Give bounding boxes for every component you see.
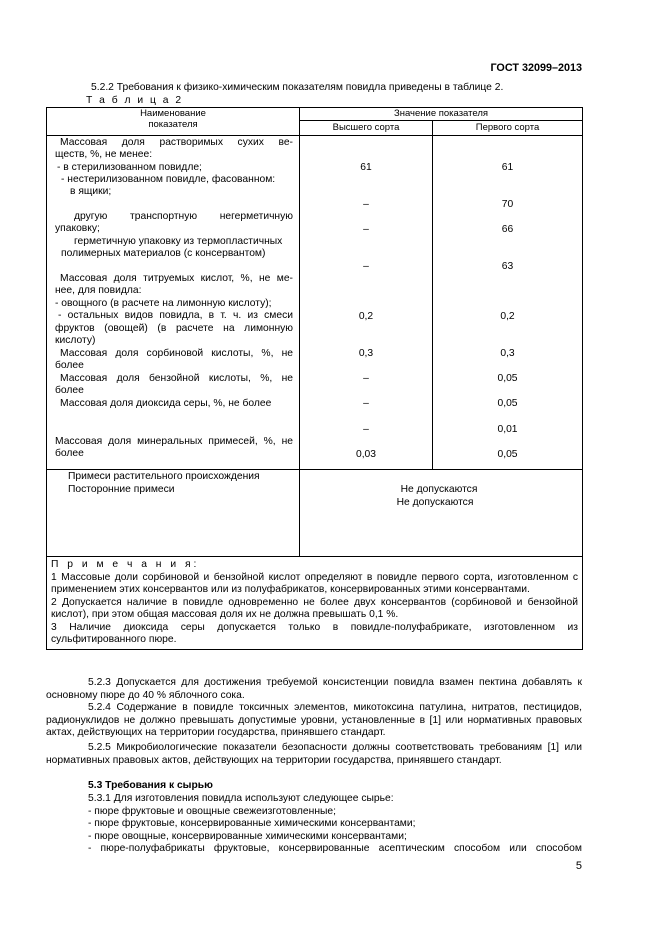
name-line: кислоту): [55, 335, 96, 346]
grade1-value: 0,2: [358, 311, 374, 322]
paragraph-5-2-3: [46, 677, 582, 702]
grade1-value: –: [363, 199, 369, 210]
name-line: более: [55, 385, 84, 396]
name-line: Массовая доля диоксида серы, %, не более: [60, 398, 272, 409]
name-line: Массовая доля титруемых кислот, %, не ме-: [60, 273, 293, 284]
raw-material-item: - пюре-полуфабрикаты фруктовые, консервированные асептическим способом или способом: [88, 843, 582, 854]
grade2-values-cell: [433, 136, 583, 470]
col-header-name-line: показателя: [148, 119, 198, 130]
name-line: - овощного (в расчете на лимонную кислоту);: [55, 298, 272, 309]
raw-material-item: - пюре овощные, консервированные химическими консервантами;: [88, 831, 407, 842]
grade2-value: 0,01: [497, 424, 518, 435]
page-number: 5: [575, 860, 582, 872]
name-line: герметичную упаковку из термопластичных: [74, 236, 283, 247]
raw-material-item: - пюре фруктовые, консервированные химическими консервантами;: [88, 818, 416, 829]
grade2-value: 70: [501, 199, 514, 210]
name-line: другую транспортную негерметичную: [74, 211, 293, 222]
name-line: - остальных видов повидла, в т. ч. из смеси: [58, 310, 293, 321]
grade2-value: 0,05: [497, 449, 518, 460]
grade1-value: –: [363, 373, 369, 384]
grade2-header: Первого сорта: [433, 121, 583, 136]
grade1-value: –: [363, 224, 369, 235]
impurity-value: Не допускаются: [396, 496, 474, 508]
grade2-value: 0,3: [500, 348, 515, 359]
grade1-values-cell: [300, 136, 433, 470]
grade2-value: 61: [501, 162, 514, 173]
paragraph-text: 5.2.3 Допускается для достижения требуемой консистенции повидла взамен пектина добавлять к основному пюре до 40 % яблочного сока.: [46, 677, 582, 701]
grade1-value: 0,03: [355, 449, 377, 460]
name-line: Массовая доля сорбиновой кислоты, %, не: [60, 348, 293, 359]
name-line: фруктов (овощей) (в расчете на лимонную: [55, 323, 293, 334]
name-line: полимерных материалов (с консервантом): [61, 248, 266, 259]
col-header-name: [47, 108, 300, 136]
paragraph-5-2-4: [46, 702, 582, 740]
grade1-header: Высшего сорта: [300, 121, 433, 136]
impurity-name: Примеси растительного происхождения: [68, 471, 260, 482]
notes-cell: [47, 557, 583, 650]
name-line: нее, для повидла:: [55, 285, 142, 296]
grade2-value: 66: [501, 224, 514, 235]
impurity-value: Не допускаются: [400, 484, 478, 495]
impurities-values-cell: [300, 470, 583, 557]
grade2-value: 0,05: [497, 373, 518, 384]
name-line: Массовая доля бензойной кислоты, %, не: [60, 373, 293, 384]
grade1-value: –: [363, 424, 369, 435]
grade2-value: 0,05: [497, 398, 518, 409]
name-line: ществ, %, не менее:: [55, 149, 153, 160]
col-header-name-line: Наименование: [140, 108, 206, 119]
standard-header: ГОСТ 32099–2013: [490, 62, 582, 74]
notes-heading: П р и м е ч а н и я:: [51, 559, 200, 570]
value-header: Значение показателя: [300, 108, 583, 121]
name-line: - в стерилизованном повидле;: [57, 162, 202, 173]
section-title: 5.3 Требования к сырью: [88, 780, 213, 791]
grade2-value: 63: [501, 261, 514, 272]
name-line: в ящики;: [70, 186, 112, 197]
name-line: более: [55, 448, 84, 459]
name-line: - нестерилизованном повидле, фасованном:: [61, 174, 276, 185]
name-line: Массовая доля растворимых сухих ве-: [60, 137, 293, 148]
name-line: упаковку;: [55, 223, 100, 234]
requirements-table: [46, 107, 583, 650]
impurity-name: Посторонние примеси: [68, 483, 175, 495]
section-lead: 5.3.1 Для изготовления повидла используют следующее сырье:: [88, 793, 394, 804]
raw-material-item: - пюре фруктовые и овощные свежеизготовленные;: [88, 806, 336, 817]
indicator-names-cell: [47, 136, 300, 470]
note-item: 2 Допускается наличие в повидле одновременно не более двух консервантов (сорбиновой и бензойной кислот), при этом общая массовая доля их не должна превышать 0,1 %.: [51, 596, 579, 620]
paragraph-text: 5.2.4 Содержание в повидле токсичных элементов, микотоксина патулина, нитратов, пестицидов, радионуклидов не должно превышать допустимые уровни, установленные в [1] или нормативных правовых актах, действующих на территории государства, принявшего стандарт.: [46, 702, 582, 738]
name-line: Массовая доля минеральных примесей, %, не: [55, 436, 293, 447]
grade1-value: 0,3: [358, 348, 374, 359]
table-label: Т а б л и ц а 2: [86, 95, 184, 106]
note-item: 3 Наличие диоксида серы допускается только в повидле-полуфабрикате, изготовленном из сульфитированного пюре.: [51, 621, 579, 645]
grade1-value: –: [363, 261, 369, 272]
paragraph-text: 5.2.5 Микробиологические показатели безопасности должны соответствовать требованиям [1] или нормативных правовых актов, действующих на территории государства, принявшего стандарт.: [46, 742, 582, 766]
intro-paragraph: 5.2.2 Требования к физико-химическим показателям повидла приведены в таблице 2.: [91, 82, 504, 93]
impurities-names-cell: [47, 470, 300, 557]
grade1-value: –: [363, 398, 369, 409]
note-item: 1 Массовые доли сорбиновой и бензойной кислот определяют в повидле первого сорта, изготовленном с применением этих консервантов или из полуфабрикатов, консервированных этими консервантами.: [51, 571, 579, 595]
grade1-value: 61: [360, 162, 372, 173]
paragraph-5-2-5: [46, 742, 582, 767]
name-line: более: [55, 360, 84, 371]
grade2-value: 0,2: [500, 311, 515, 322]
